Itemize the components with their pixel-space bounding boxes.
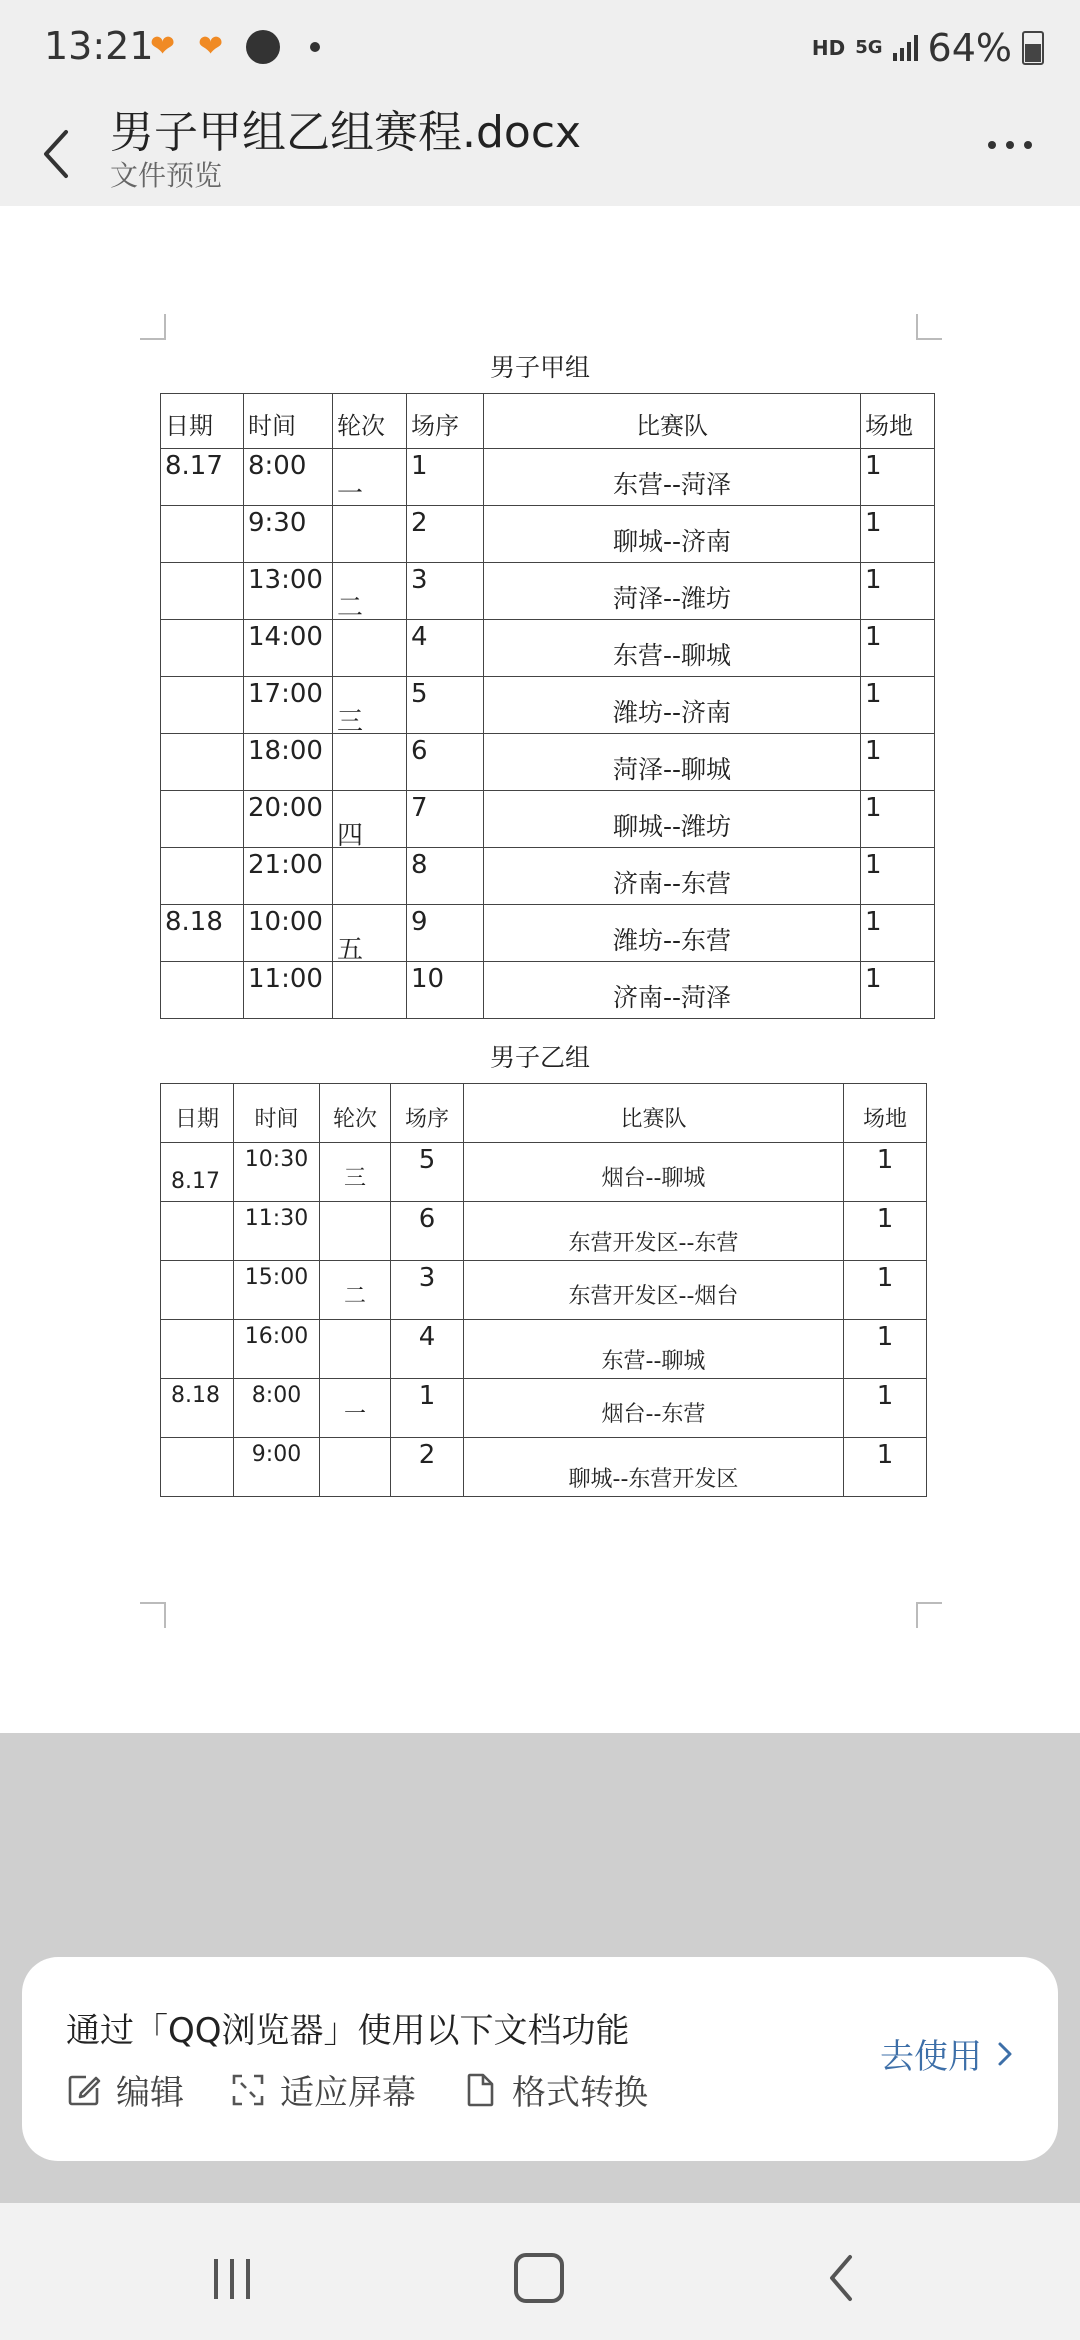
group-b-title: 男子乙组 <box>489 1043 590 1072</box>
round-cell: 一 <box>320 1379 391 1438</box>
round-cell <box>320 1202 391 1261</box>
back-arrow-icon <box>826 2253 856 2303</box>
date-cell <box>161 506 244 563</box>
round-cell: 一 <box>333 449 407 506</box>
round-cell: 二 <box>333 563 407 620</box>
date-cell: 8.17 <box>161 449 244 506</box>
time-cell: 17:00 <box>244 677 333 734</box>
date-cell <box>161 791 244 848</box>
round-cell: 三 <box>320 1143 391 1202</box>
file-title: 男子甲组乙组赛程.docx <box>110 107 582 158</box>
venue-cell: 1 <box>844 1438 927 1497</box>
match-cell: 1 <box>407 449 484 506</box>
header-cell: 时间 <box>234 1084 320 1143</box>
date-cell <box>161 677 244 734</box>
page-corner-mark <box>140 314 166 340</box>
table-row <box>161 677 935 734</box>
round-cell <box>333 962 407 1019</box>
recent-apps-button[interactable] <box>214 2259 250 2299</box>
round-cell <box>320 1438 391 1497</box>
feature-edit[interactable] <box>66 2065 184 2114</box>
dot-icon <box>1024 141 1032 149</box>
account-icon <box>246 30 280 64</box>
dot-icon <box>1006 141 1014 149</box>
table-row <box>161 962 935 1019</box>
header-cell: 场地 <box>844 1084 927 1143</box>
table-row <box>161 791 935 848</box>
feature-format-convert[interactable] <box>462 2065 648 2114</box>
venue-cell: 1 <box>861 449 935 506</box>
match-cell: 7 <box>407 791 484 848</box>
more-notifications-icon <box>310 42 320 52</box>
table-row <box>161 1320 927 1379</box>
hd-indicator: HD <box>811 36 846 60</box>
table-row <box>161 1143 927 1202</box>
venue-cell: 1 <box>861 563 935 620</box>
fit-screen-icon <box>230 2072 266 2108</box>
group-a-table <box>160 393 935 1019</box>
header-cell: 日期 <box>161 1084 234 1143</box>
venue-cell: 1 <box>861 905 935 962</box>
time-cell: 8:00 <box>234 1379 320 1438</box>
feature-label: 编辑 <box>116 2073 184 2113</box>
network-indicator: 5G <box>855 37 883 58</box>
match-cell: 9 <box>407 905 484 962</box>
match-cell: 6 <box>391 1202 464 1261</box>
round-cell: 四 <box>333 791 407 848</box>
chevron-left-icon <box>30 114 90 184</box>
round-cell <box>333 620 407 677</box>
header-cell: 轮次 <box>320 1084 391 1143</box>
match-cell: 2 <box>391 1438 464 1497</box>
venue-cell: 1 <box>861 506 935 563</box>
system-nav-bar <box>0 2203 1080 2340</box>
match-cell: 3 <box>391 1261 464 1320</box>
dot-icon <box>988 141 996 149</box>
group-a-title: 男子甲组 <box>489 353 590 382</box>
teams-cell: 聊城--潍坊 <box>484 791 861 848</box>
table-row <box>161 506 935 563</box>
header-cell: 场序 <box>391 1084 464 1143</box>
document-icon <box>462 2072 498 2108</box>
signal-icon <box>893 35 918 61</box>
cta-label: 去使用 <box>880 2037 982 2077</box>
table-row <box>161 905 935 962</box>
table-row <box>161 848 935 905</box>
teams-cell: 聊城--东营开发区 <box>464 1438 844 1497</box>
time-cell: 10:30 <box>234 1143 320 1202</box>
time-cell: 9:00 <box>234 1438 320 1497</box>
teams-cell: 菏泽--潍坊 <box>484 563 861 620</box>
date-cell <box>161 848 244 905</box>
venue-cell: 1 <box>861 620 935 677</box>
teams-cell: 东营--聊城 <box>464 1320 844 1379</box>
teams-cell: 东营--菏泽 <box>484 449 861 506</box>
date-cell <box>161 734 244 791</box>
date-cell <box>161 620 244 677</box>
match-cell: 10 <box>407 962 484 1019</box>
venue-cell: 1 <box>844 1379 927 1438</box>
match-cell: 8 <box>407 848 484 905</box>
venue-cell: 1 <box>844 1202 927 1261</box>
match-cell: 5 <box>391 1143 464 1202</box>
round-cell: 三 <box>333 677 407 734</box>
date-cell: 8.17 <box>161 1143 234 1202</box>
table-header-row <box>161 394 935 449</box>
date-cell <box>161 962 244 1019</box>
time-cell: 9:30 <box>244 506 333 563</box>
page-corner-mark <box>916 1602 942 1628</box>
teams-cell: 潍坊--东营 <box>484 905 861 962</box>
time-cell: 13:00 <box>244 563 333 620</box>
promo-title: 通过「QQ浏览器」使用以下文档功能 <box>66 2011 630 2051</box>
venue-cell: 1 <box>861 734 935 791</box>
table-row <box>161 449 935 506</box>
feature-label: 格式转换 <box>512 2073 648 2113</box>
match-cell: 1 <box>391 1379 464 1438</box>
battery-icon <box>1022 31 1044 65</box>
table-row <box>161 734 935 791</box>
time-cell: 16:00 <box>234 1320 320 1379</box>
teams-cell: 济南--东营 <box>484 848 861 905</box>
match-cell: 4 <box>391 1320 464 1379</box>
table-row <box>161 1202 927 1261</box>
time-cell: 18:00 <box>244 734 333 791</box>
header-cell: 轮次 <box>333 394 407 449</box>
round-cell <box>333 734 407 791</box>
match-cell: 5 <box>407 677 484 734</box>
date-cell <box>161 1438 234 1497</box>
teams-cell: 东营--聊城 <box>484 620 861 677</box>
round-cell: 二 <box>320 1261 391 1320</box>
table-header-row <box>161 1084 927 1143</box>
system-back-button[interactable] <box>826 2253 856 2303</box>
promo-features <box>66 2065 648 2114</box>
time-cell: 20:00 <box>244 791 333 848</box>
teams-cell: 菏泽--聊城 <box>484 734 861 791</box>
teams-cell: 聊城--济南 <box>484 506 861 563</box>
qq-browser-promo-card[interactable] <box>22 1957 1058 2161</box>
date-cell <box>161 563 244 620</box>
notification-icons <box>150 30 320 64</box>
header-cell: 时间 <box>244 394 333 449</box>
status-bar <box>0 0 1080 100</box>
file-subtitle: 文件预览 <box>110 159 223 192</box>
venue-cell: 1 <box>844 1320 927 1379</box>
back-button[interactable] <box>30 114 90 184</box>
header-cell: 比赛队 <box>484 394 861 449</box>
teams-cell: 烟台--聊城 <box>464 1143 844 1202</box>
more-options-button[interactable] <box>980 130 1040 160</box>
time-cell: 11:00 <box>244 962 333 1019</box>
table-row <box>161 620 935 677</box>
venue-cell: 1 <box>861 791 935 848</box>
time-cell: 14:00 <box>244 620 333 677</box>
table-row <box>161 1379 927 1438</box>
go-use-button[interactable] <box>880 2029 1014 2078</box>
match-cell: 3 <box>407 563 484 620</box>
feature-label: 适应屏幕 <box>280 2073 416 2113</box>
time-cell: 10:00 <box>244 905 333 962</box>
round-cell: 五 <box>333 905 407 962</box>
table-row <box>161 1438 927 1497</box>
round-cell <box>320 1320 391 1379</box>
table-row <box>161 1261 927 1320</box>
header-cell: 场地 <box>861 394 935 449</box>
system-indicators <box>812 26 1044 70</box>
table-row <box>161 563 935 620</box>
time-cell: 21:00 <box>244 848 333 905</box>
date-cell <box>161 1202 234 1261</box>
teams-cell: 烟台--东营 <box>464 1379 844 1438</box>
document-preview[interactable] <box>0 206 1080 1733</box>
group-b-table <box>160 1083 927 1497</box>
battery-percentage: 64% <box>927 26 1012 70</box>
teams-cell: 东营开发区--东营 <box>464 1202 844 1261</box>
venue-cell: 1 <box>861 848 935 905</box>
edit-icon <box>66 2072 102 2108</box>
match-cell: 2 <box>407 506 484 563</box>
venue-cell: 1 <box>844 1143 927 1202</box>
venue-cell: 1 <box>844 1261 927 1320</box>
feature-fit-screen[interactable] <box>230 2065 416 2114</box>
date-cell <box>161 1261 234 1320</box>
venue-cell: 1 <box>861 962 935 1019</box>
date-cell: 8.18 <box>161 905 244 962</box>
time-cell: 11:30 <box>234 1202 320 1261</box>
match-cell: 4 <box>407 620 484 677</box>
teams-cell: 济南--菏泽 <box>484 962 861 1019</box>
home-button[interactable] <box>514 2253 564 2303</box>
time-cell: 15:00 <box>234 1261 320 1320</box>
status-time: 13:21 <box>44 24 154 68</box>
page-corner-mark <box>140 1602 166 1628</box>
round-cell <box>333 506 407 563</box>
time-cell: 8:00 <box>244 449 333 506</box>
header-cell: 比赛队 <box>464 1084 844 1143</box>
header-cell: 日期 <box>161 394 244 449</box>
app-notification-icon: ❤ <box>198 29 224 64</box>
venue-cell: 1 <box>861 677 935 734</box>
round-cell <box>333 848 407 905</box>
app-header <box>0 100 1080 206</box>
match-cell: 6 <box>407 734 484 791</box>
header-cell: 场序 <box>407 394 484 449</box>
teams-cell: 潍坊--济南 <box>484 677 861 734</box>
app-notification-icon: ❤ <box>150 29 176 64</box>
page-corner-mark <box>916 314 942 340</box>
date-cell: 8.18 <box>161 1379 234 1438</box>
teams-cell: 东营开发区--烟台 <box>464 1261 844 1320</box>
date-cell <box>161 1320 234 1379</box>
chevron-right-icon <box>996 2039 1014 2069</box>
